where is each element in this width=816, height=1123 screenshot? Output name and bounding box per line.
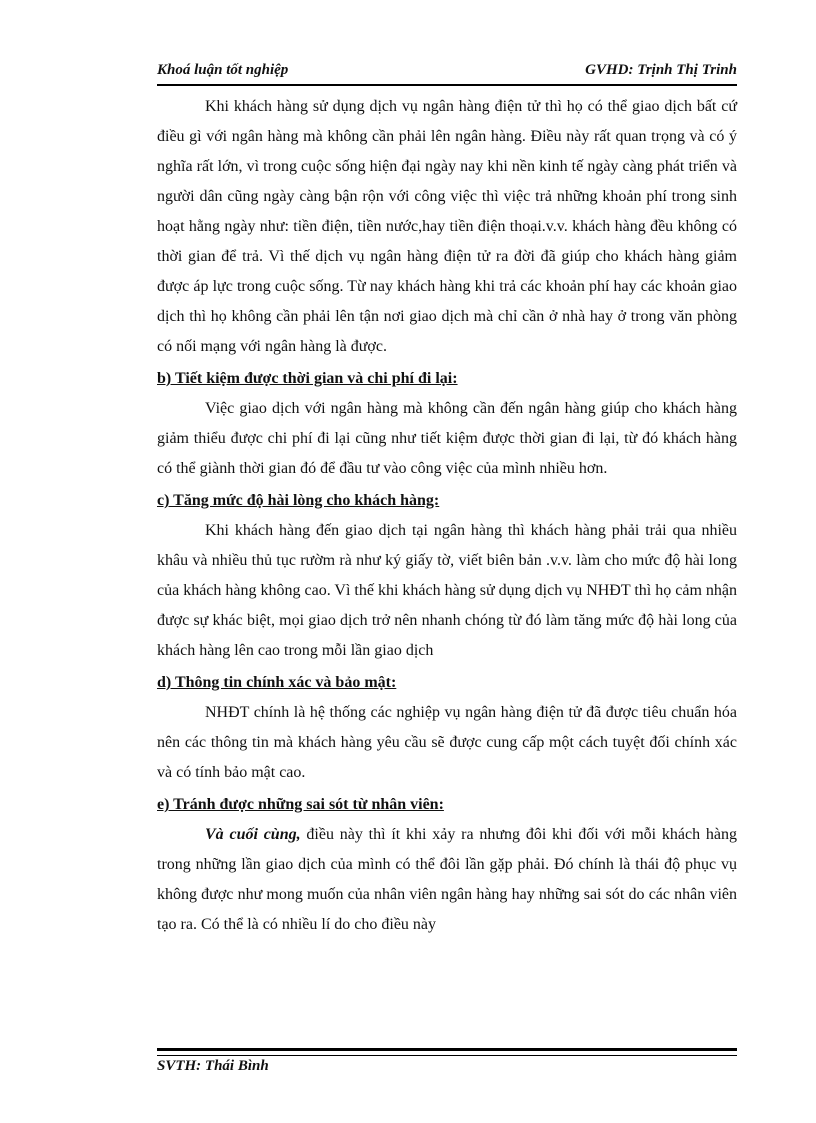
section-heading-e [157, 790, 737, 820]
section-heading-e-text: e) Tránh được những sai sót từ nhân viên: [157, 796, 444, 813]
header-advisor: GVHD: Trịnh Thị Trinh [585, 62, 737, 78]
section-heading-d-text: d) Thông tin chính xác và bảo mật: [157, 674, 397, 691]
section-heading-c [157, 486, 737, 516]
section-heading-c-text: c) Tăng mức độ hài lòng cho khách hàng: [157, 492, 440, 509]
section-heading-b [157, 364, 737, 394]
paragraph-e-lead: Và cuối cùng, [205, 826, 301, 843]
paragraph-e-text: điều này thì ít khi xảy ra nhưng đôi khi đối với mỗi khách hàng trong những lần giao dịch của mình có thể đôi lần gặp phải. Đó chính là thái độ phục vụ không được như mong muốn của nhân viên ngân hàng hay những sai sót do các nhân viên tạo ra. Có thể là có nhiều lí do cho điều này [157, 826, 738, 933]
section-heading-b-text: b) Tiết kiệm được thời gian và chi phí đi lại: [157, 370, 458, 387]
document-body [157, 92, 737, 940]
section-heading-d [157, 668, 737, 698]
paragraph-intro: Khi khách hàng sử dụng dịch vụ ngân hàng điện tử thì họ có thể giao dịch bất cứ điều gì với ngân hàng mà không cần phải lên ngân hàng. Điều này rất quan trọng và có ý nghĩa rất lớn, vì trong cuộc sống hiện đại ngày nay khi nền kinh tế ngày càng phát triển và người dân cũng ngày càng bận rộn với công việc thì việc trả những khoản phí trong sinh hoạt hằng ngày như: tiền điện, tiền nước,hay tiền điện thoại.v.v. khách hàng đều không có thời gian để trả. Vì thế dịch vụ ngân hàng điện tử ra đời đã giúp cho khách hàng giảm được áp lực trong cuộc sống. Từ nay khách hàng khi trả các khoản phí hay các khoản giao dịch thì họ không cần phải lên tận nơi giao dịch mà chỉ cần ở nhà hay ở trong văn phòng có nối mạng với ngân hàng là được. [157, 98, 737, 355]
header-divider [157, 84, 737, 86]
paragraph-e [157, 820, 737, 940]
footer-divider [157, 1048, 737, 1056]
footer-student: SVTH: Thái Bình [157, 1058, 269, 1074]
header-thesis-title: Khoá luận tốt nghiệp [157, 62, 289, 78]
paragraph-d: NHĐT chính là hệ thống các nghiệp vụ ngân hàng điện tử đã được tiêu chuẩn hóa nên các thông tin mà khách hàng yêu cầu sẽ được cung cấp một cách tuyệt đối chính xác và có tính bảo mật cao. [157, 704, 737, 781]
paragraph-c: Khi khách hàng đến giao dịch tại ngân hàng thì khách hàng phải trải qua nhiều khâu và nhiều thủ tục rườm rà như ký giấy tờ, viết biên bản .v.v. làm cho mức độ hài long của khách hàng không cao. Vì thế khi khách hàng sử dụng dịch vụ NHĐT thì họ cảm nhận được sự khác biệt, mọi giao dịch trở nên nhanh chóng từ đó làm tăng mức độ hài long của khách hàng lên cao trong mỗi lần giao dịch [157, 522, 737, 659]
paragraph-b: Việc giao dịch với ngân hàng mà không cần đến ngân hàng giúp cho khách hàng giảm thiểu được chi phí đi lại cũng như tiết kiệm được thời gian đi lại, từ đó khách hàng có thể giành thời gian đó để đầu tư vào công việc của mình nhiều hơn. [157, 400, 737, 477]
